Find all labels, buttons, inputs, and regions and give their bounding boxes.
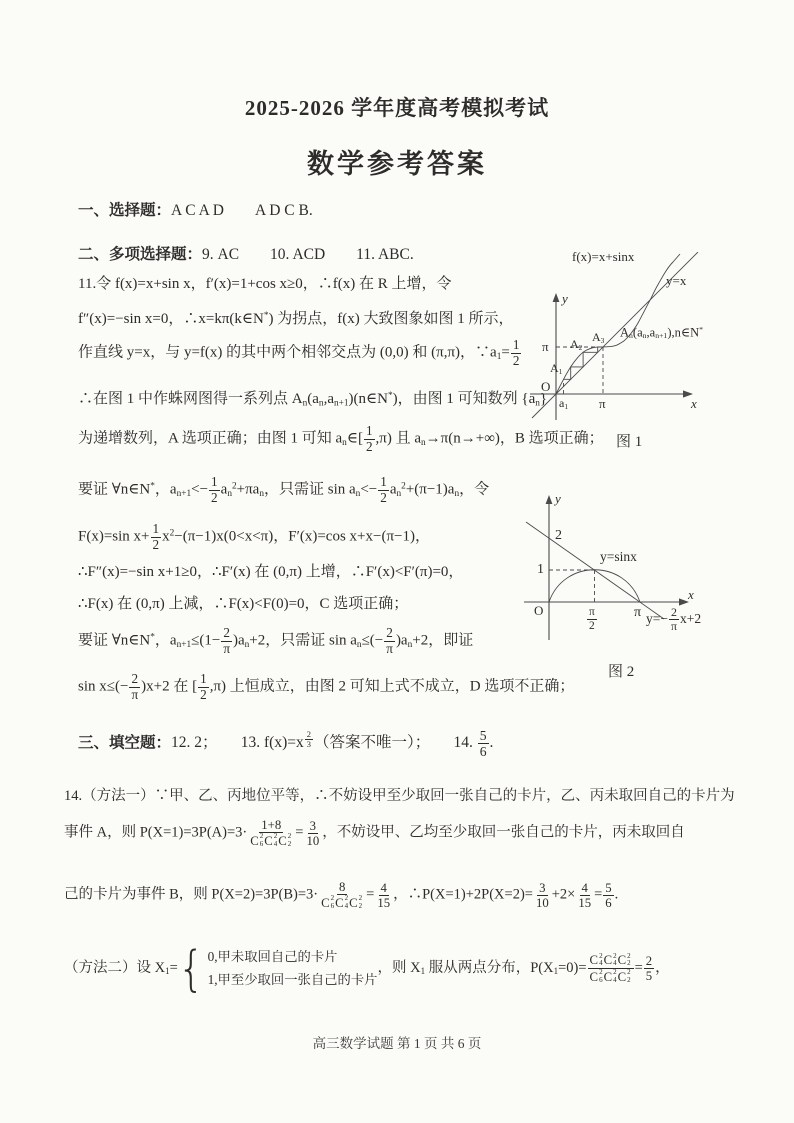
fig1-y-axis-arrow (553, 293, 560, 302)
fig2-caption: 图 2 (608, 664, 635, 680)
solution11-line-8: ∴F″(x)=−sin x+1≥0，∴F′(x) 在 (0,π) 上增，∴F′(x)<F′(π)=0， (78, 564, 464, 580)
multi-choice-answers-line (78, 242, 414, 264)
fig2-x-axis-label: x (688, 587, 694, 602)
fig1-caption: 图 1 (616, 434, 643, 450)
figure-1 (520, 249, 794, 452)
solution11-line-10: 要证 ∀n∈N*，$a_{n+1}\le(1-$ $\frac{2}{\pi}$ )$a_n+2$，只需证 $\sin a_n\le(-$ $\frac{2}{\pi}$ )$a_n+2$，即证 (78, 625, 474, 656)
fig1-pi-y-tick: π (542, 339, 549, 354)
solution11-line-1: 11.令 f(x)=x+sin x，f′(x)=1+cos x≥0，∴f(x) 在 R 上增，令 (78, 276, 452, 292)
solution11-line-6: 要证 ∀n∈N*，$a_{n+1}<-$ $\frac{1}{2}$ $a_n^2+\pi a_n$，只需证 $\sin a_n<-$ $\frac{1}{2}$ $a_n^2+(\pi-1)a_n$，令 (78, 474, 490, 505)
fig1-curve-x-plus-sinx (556, 254, 680, 394)
solution11-line-9: ∴F(x) 在 (0,π) 上减，∴F(x)<F(0)=0，C 选项正确； (78, 596, 409, 612)
solution11-line-2: f″(x)=−sin x=0，∴x=kπ(k∈N*) 为拐点，f(x) 大致图象如图 1 所示， (78, 310, 514, 327)
choice-label: 一、选择题： (78, 202, 172, 219)
solution11-line-4: ∴在图 1 中作蛛网图得一系列点 $A_n(a_n,a_{n+1})(n\in N^*)$，由图 1 可知数列 $\{a_n\}$ (78, 390, 548, 409)
solution11-line-3: 作直线 y=x，与 y=f(x) 的其中两个相邻交点为 (0,0) 和 (π,π)，$\because a_1=$ $\frac{1}{2}$ (78, 337, 520, 368)
fig1-a1-x-tick: $a_1$ (559, 396, 569, 411)
solution14-line-1: 14.（方法一）∵甲、乙、丙地位平等，∴不妨设甲至少取回一张自己的卡片，乙、丙未取回自己的卡片为 (64, 788, 735, 804)
fig2-y-axis-arrow (546, 495, 553, 504)
fill-label: 三、填空题： (78, 734, 172, 752)
fig2-halfpi-tick: $\frac{\pi}{2}$ (589, 606, 595, 632)
fig2-descending-line (526, 522, 664, 619)
choice-answers-line (78, 198, 313, 220)
fig2-tick-1: 1 (537, 562, 544, 577)
fig2-y-axis-label: y (555, 491, 561, 506)
fig1-origin-label: O (541, 379, 551, 394)
solution11-line-11: sin x≤(− $\frac{2}{\pi}$ )x+2 在 [ $\frac{1}{2}$ ,π) 上恒成立，由图 2 可知上式不成立，D 选项不正确； (78, 671, 575, 702)
fig1-x-axis-label: x (691, 396, 697, 411)
fig2-sine-label: y=sinx (600, 549, 637, 564)
solution11-line-7: F(x)=sin x+ $\frac{1}{2}$ $x^2-(\pi-1)x(0<x<\pi)$，F′(x)=cos x+x−(π−1)， (78, 521, 430, 552)
fig1-point-A1-label: $A_1$ (550, 361, 563, 376)
fig1-pi-x-tick: π (599, 396, 606, 411)
fig2-origin-label: O (534, 603, 544, 618)
solution11-line-5: 为递增数列，A 选项正确；由图 1 可知 $a_n\in$[ $\frac{1}{2}$ ,π) 且 $a_n\to\pi(n\to+\infty)$，B 选项正确； (78, 423, 604, 454)
fig2-tick-2: 2 (555, 528, 562, 543)
fig2-pi-tick: π (634, 605, 642, 620)
multi-choice-label: 二、多项选择题： (78, 246, 203, 263)
fig1-y-axis-label: y (562, 291, 568, 306)
page-footer: 高三数学试题 第 1 页 共 6 页 (312, 1036, 482, 1051)
fig2-line-equation-label: y=− $\frac{2}{\pi}$ x+2 (646, 605, 702, 634)
fig1-line-label: y=x (666, 273, 687, 288)
page-subtitle: 数学参考答案 (307, 149, 487, 179)
fill-answers-line (78, 728, 493, 760)
fig1-point-A3-label: $A_3$ (592, 330, 605, 345)
solution14-line-2: 事件 A，则 P(X=1)=3P(A)=3· 1+8 C 2 6 C 2 4 C 2 2 = $\frac{3}{10}$ ，不妨设甲、乙均至少取回一张自己的卡片，丙未取回自 (64, 818, 685, 848)
fig1-point-A2-label: $A_2$ (570, 337, 583, 352)
multi-choice-values: 9. AC 10. ACD 11. ABC. (202, 246, 414, 263)
solution14-line-4: （方法二）设 $X_1=$ { 0,甲未取回自己的卡片 1,甲至少取回一张自己的卡片 ，则 $X_1$ 服从两点分布，$P(X_1=0)=$ C 2 4 C 2 4 C 2 2 C 2 6 C 2 4 C 2 2 = $\frac{2}{5}$ ， (64, 940, 670, 997)
fig1-points-label: $A_n(a_n,a_{n+1}),n\in N^*$ (620, 325, 704, 341)
fill-values: 12. 2； 13. f(x)=x $^{\frac{2}{3}}$ （答案不唯一）； 14. $\frac{5}{6}$ . (171, 728, 494, 760)
figure-2 (512, 484, 794, 684)
choice-values: A C A D A D C B. (171, 202, 313, 219)
solution14-line-3: 己的卡片为事件 B，则 P(X=2)=3P(B)=3· 8 C 2 6 C 2 4 C 2 2 = $\frac{4}{15}$ ，∴P(X=1)+2P(X=2)= $\frac{3}{10}$ +2× $\frac{4}{15}$ = $\frac{5}{6}$ . (64, 880, 619, 910)
page-title: 2025-2026 学年度高考模拟考试 (244, 96, 550, 120)
fig1-function-label: f(x)=x+sinx (572, 249, 635, 264)
